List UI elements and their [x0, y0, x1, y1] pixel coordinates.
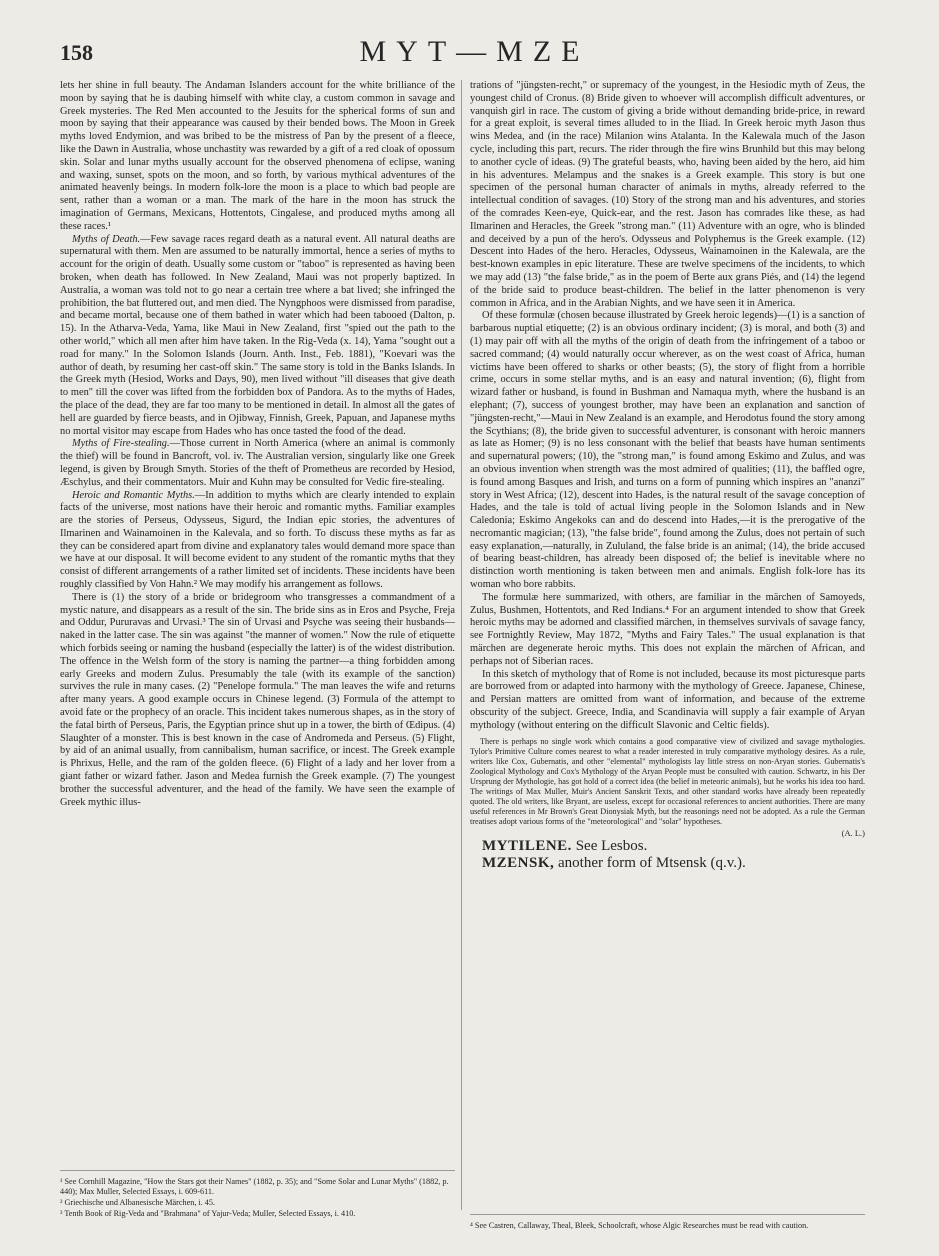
entry-text: See Lesbos.: [575, 837, 648, 854]
paragraph: Of these formulæ (chosen because illustrated by Greek heroic legends)—(1) is a sanction of barbarous nuptial etiquette; (2) is an obvious ordinary incident; (3) is moral, and both (3) and (1) may pair off with all the myths of the origin of death from the infringement of a taboo or sacred command; (4) would naturally occur wherever, as on the west coast of Africa, human victims have been offered to sharks or other beasts; (5), the story of flight from a horrible crime, occurs in some stellar myths, and is an easy and natural invention; (6), flight from wizard father or husband, is found in Bushman and Namaqua myth, where the husband is an elephant; (7), success of youngest brother, may have been an explanation and sanction of "jüngsten-recht,"—Maui in New Zealand is an example, and Herodotus found the story among the Scythians; (8), the bride given to successful adventurer, is consonant with heroic manners as late as Homer; (9) is no less consonant with the belief that beasts have human sentiments and supernatural powers; (10), the "strong man," is found among Eskimo and Zulus, and was an obvious invention when strength was the most admired of qualities; (11), the baffled ogre, is found among Basques and Irish, and turns on a form of punning which inspires an "ananzi" story in West Africa; (12), descent into Hades, is the natural result of the savage conception of Hades, and the tale is told of actual living people in the Solomon Islands and in New Caledonia; Eskimo Angekoks can and do descend into Hades,—it is the prerogative of the necromantic magician; (13), "the false bride", found among the Zulus, does not pertain of such easy explanation,—naturally, in Zululand, the false bride is an animal; (14), the bride accused of bearing beast-children, has already been disposed of; the belief is inevitable where no distinction worth mentioning is taken between men and animals. English folk-lore has its woman who bore rabbits.: [470, 310, 865, 591]
left-column: [60, 80, 455, 809]
paragraph: [60, 490, 455, 592]
paragraph: There is (1) the story of a bride or bridegroom who transgresses a commandment of a mystic nature, and disappears as a result of the sin. The bride sins as in Eros and Psyche, Freja and Oddur, Pururavas and Urvasi.³ The sin of Urvasi and Psyche was seeing their husbands—naked in the latter case. The sin was against "the manner of women." Now the rule of etiquette which forbids seeing or naming the husband (especially the latter) is of the widest distribution. The offence in the Welsh form of the story is naming the partner—a thing forbidden among early Greeks and modern Zulus. Presumably the tale (with its example of the sanction) survives the rule in many cases. (2) "Penelope formula." The man leaves the wife and returns after many years. A good example occurs in Chinese legend. (3) Formula of the attempt to avoid fate or the prophecy of an oracle. This incident takes numerous shapes, as in the story of the fatal birth of Perseus, Paris, the Egyptian prince shut up in a tower, the birth of Œdipus. (4) Slaughter of a monster. This is best known in the case of Andromeda and Perseus. (5) Flight, by aid of an animal usually, from cannibalism, human sacrifice, or incest. The Greek example is Phrixus, Helle, and the ram of the golden fleece. (6) Flight of a lady and her lover from a giant father or wizard father. Jason and Medea furnish the Greek example. (7) The youngest brother the successful adventurer, and the head of the family. We have seen the example of Greek mythic illus-: [60, 591, 455, 808]
note-text: There is perhaps no single work which contains a good comparative view of civilized and savage mythologies. Tylor's Primitive Culture comes nearest to what a reader interested in truly comparative mythology desires. As a rule, writers like Cox, Gubernatis, and other "elemental" mythologists lay little stress on non-Aryan stories. Gubernatis's Zoological Mythology and Cox's Mythology of the Aryan People must be consulted with caution. Schwartz, in his Der Ursprung der Mythologie, has got hold of a correct idea (the belief in meteoric animals), but he works his idea too hard. The writings of Max Muller, Muir's Ancient Sanskrit Texts, and other standard works have already been repeatedly quoted. The old writers, like Bryant, are useless, except for occasional references to ancient authorities. There are many useful references in Mr Brown's Great Dionysiak Myth, but the reasonings need not be adopted. As a rule the German treatises adopt various forms of the "meteorological" and "solar" hypotheses.: [470, 736, 865, 826]
entry-headword: MYTILENE.: [482, 837, 572, 854]
footnotes-left: [60, 1170, 455, 1220]
entry-headword: MZENSK,: [482, 854, 555, 871]
paragraph-text: —Those current in North America (where an animal is commonly the thief) will be found in Bancroft, vol. iv. The Australian version, singularly like one Greek legend, is given by Brough Smyth. Stories of the theft of Prometheus are recorded by Hesiod, Æschylus, and their commentators. Muir and Kuhn may be consulted for Vedic fire-stealing.: [60, 438, 456, 488]
footnotes-right: [470, 1214, 865, 1232]
column-divider: [461, 80, 462, 1210]
paragraph: In this sketch of mythology that of Rome is not included, because its most picturesque parts are borrowed from or adapted into harmony with the mythology of Greece. Japanese, Chinese, and Persian matters are omitted from want of information, and because of the extreme obscurity of the subject. Greece, India, and Scandinavia will supply a fair example of Aryan mythology (without entering on the difficult Slavonic and Celtic fields).: [470, 668, 865, 731]
section-heading: Heroic and Romantic Myths.: [72, 489, 195, 501]
paragraph: [60, 438, 455, 489]
paragraph-text: —In addition to myths which are clearly intended to explain facts of the universe, most nations have their heroic and romantic myths. Familiar examples are the stories of Perseus, Odysseus, Sigurd, the Indian epic stories, the adventures of Ilmarinen and Wainamoinen in the Kalevala, and so forth. To discuss these myths as far as they can be considered apart from divine and explanatory tales would demand more space than we have at our disposal. It will become evident to any student of the romantic myths that they consist of different arrangements of a rather limited set of incidents. These incidents have been roughly classified by Von Hahn.² We may modify his arrangement as follows.: [60, 489, 455, 591]
entry-mzensk: [470, 855, 865, 872]
bibliography-note: [470, 737, 865, 838]
paragraph: The formulæ here summarized, with others, are familiar in the märchen of Samoyeds, Zulus, Bushmen, Hottentots, and Red Indians.⁴ For an argument intended to show that Greek heroic myths may be adorned and classified märchen, in themselves survivals of savage fancy, see Fortnightly Review, May 1872, "Myths and Fairy Tales." The usual explanation is that märchen are degenerate heroic myths. This does not explain the märchen of African, and perhaps not of Siberian races.: [470, 591, 865, 667]
paragraph-text: —Few savage races regard death as a natural event. All natural deaths are supernatural with them. Men are assumed to be naturally immortal, hence a series of myths to account for the origin of death. Usually some custom or "taboo" is represented as having been broken, when death has followed. In New Zealand, Maui was not properly baptized. In Australia, a woman was told not to go near a certain tree where a bat lived; she infringed the prohibition, the bat fluttered out, and men died. The Nyngphoos were dismissed from paradise, and became mortal, because one of them bathed in water which had been tabooed (Dalton, p. 15). In the Atharva-Veda, Yama, like Maui in New Zealand, first "spied out the path to the other world," which all men after him have taken. In the Rig-Veda (x. 14), Yama "sought out a road for many." In the Solomon Islands (Journ. Anth. Inst., Feb. 1881), "Koevari was the author of death, by resuming her cast-off skin." The same story is told in the Banks Islands. In the Greek myth (Hesiod, Works and Days, 90), men lived without "ill diseases that give death to men" till the cover was lifted from the forbidden box of Pandora. As to the myths of Hades, the place of the dead, they are far too many to be mentioned in detail. In almost all the gates of hell are guarded by fierce beasts, and in Ojibway, Finnish, Greek, Papuan, and Japanese myths no mortal visitor may escape from Hades who has once tasted the food of the dead.: [60, 233, 455, 437]
right-column: [470, 80, 865, 872]
page-header: [60, 30, 889, 78]
footnote: ³ Tenth Book of Rig-Veda and "Brahmana" of Yajur-Veda; Muller, Selected Essays, i. 410.: [60, 1209, 356, 1218]
section-heading: Myths of Death.: [72, 233, 141, 245]
paragraph: lets her shine in full beauty. The Andaman Islanders account for the white brilliance of the moon by saying that he is daubing himself with white clay, a custom common in savage and Greek mysteries. The Red Men accounted to the Jesuits for the spherical forms of sun and moon by saying that their appearance was caused by their bended bows. The Moon in Greek myths loved Endymion, and was bribed to be the mistress of Pan by the present of a fleece, like the Dawn in Australia, whose unchastity was rewarded by a gift of a red cloak of opossum skin. Solar and lunar myths usually account for the observed phenomena of eclipse, waning and waxing, sunset, spots on the moon, and so forth, by various mythical adventures of the animated heavenly beings. In modern folk-lore the moon is a place to which bad people are sent, rather than a woman or a man. The mark of the hare in the moon has struck the imagination of Germans, Mexicans, Hottentots, Cingalese, and produced myths among all these races.¹: [60, 80, 455, 232]
entry-text: another form of Mtsensk (q.v.).: [558, 854, 746, 871]
footnote: ² Griechische und Albanesische Märchen, i. 45.: [60, 1198, 216, 1207]
footnote: ¹ See Cornhill Magazine, "How the Stars got their Names" (1882, p. 35); and "Some Solar and Lunar Myths" (1882, p. 440); Max Muller, Selected Essays, i. 609-611.: [60, 1177, 449, 1196]
author-signature: (A. L.): [841, 827, 865, 838]
paragraph: [60, 234, 455, 439]
running-head: MYT—MZE: [359, 35, 590, 68]
entry-mytilene: [470, 838, 865, 855]
paragraph: trations of "jüngsten-recht," or supremacy of the youngest, in the Hesiodic myth of Zeus, the youngest child of Cronus. (8) Bride given to whoever will accomplish difficult adventures, or vanquish girl in race. The custom of giving a bride without demanding bride-price, in reward for a great exploit, is several times alluded to in the Iliad. In Greek heroic myth Jason thus wins Medea, and (in the race) Milanion wins Atalanta. In the Kalewala much of the Jason cycle, including this part, recurs. The rider through the fire wins Brunhild but this may belong to another cycle of ideas. (9) The grateful beasts, who, having been aided by the hero, aid him in his adventures. Melampus and the snakes is a Greek example. This story is but one specimen of the personal human character of animals in myths, already referred to the intellectual condition of savages. (10) Story of the strong man and his adventures, and stories of the comrades Keen-eye, Quick-ear, and the rest. Jason has comrades like these, as had Ilmarinen and Heracles, the Greek "strong man." (11) Adventure with an ogre, who is blinded and deceived by a pun of the hero's. Odysseus and Polyphemus is the Greek example. (12) Descent into Hades of the hero. Heracles, Odysseus, Wainamoinen in the Kalewala, are the best-known examples in epic literature. These are twelve specimens of the incidents, to which we may add (13) "the false bride," as in the poem of Berte aux grans Piés, and (14) the legend of the bride said to produce beast-children. The belief in the latter phenomenon is very common in Africa, and in the Arabian Nights, and we have seen it in America.: [470, 80, 865, 309]
footnote: ⁴ See Castren, Callaway, Theal, Bleek, Schoolcraft, whose Algic Researches must be read with caution.: [470, 1221, 809, 1230]
section-heading: Myths of Fire-stealing.: [72, 438, 170, 450]
page-number: 158: [60, 40, 93, 65]
